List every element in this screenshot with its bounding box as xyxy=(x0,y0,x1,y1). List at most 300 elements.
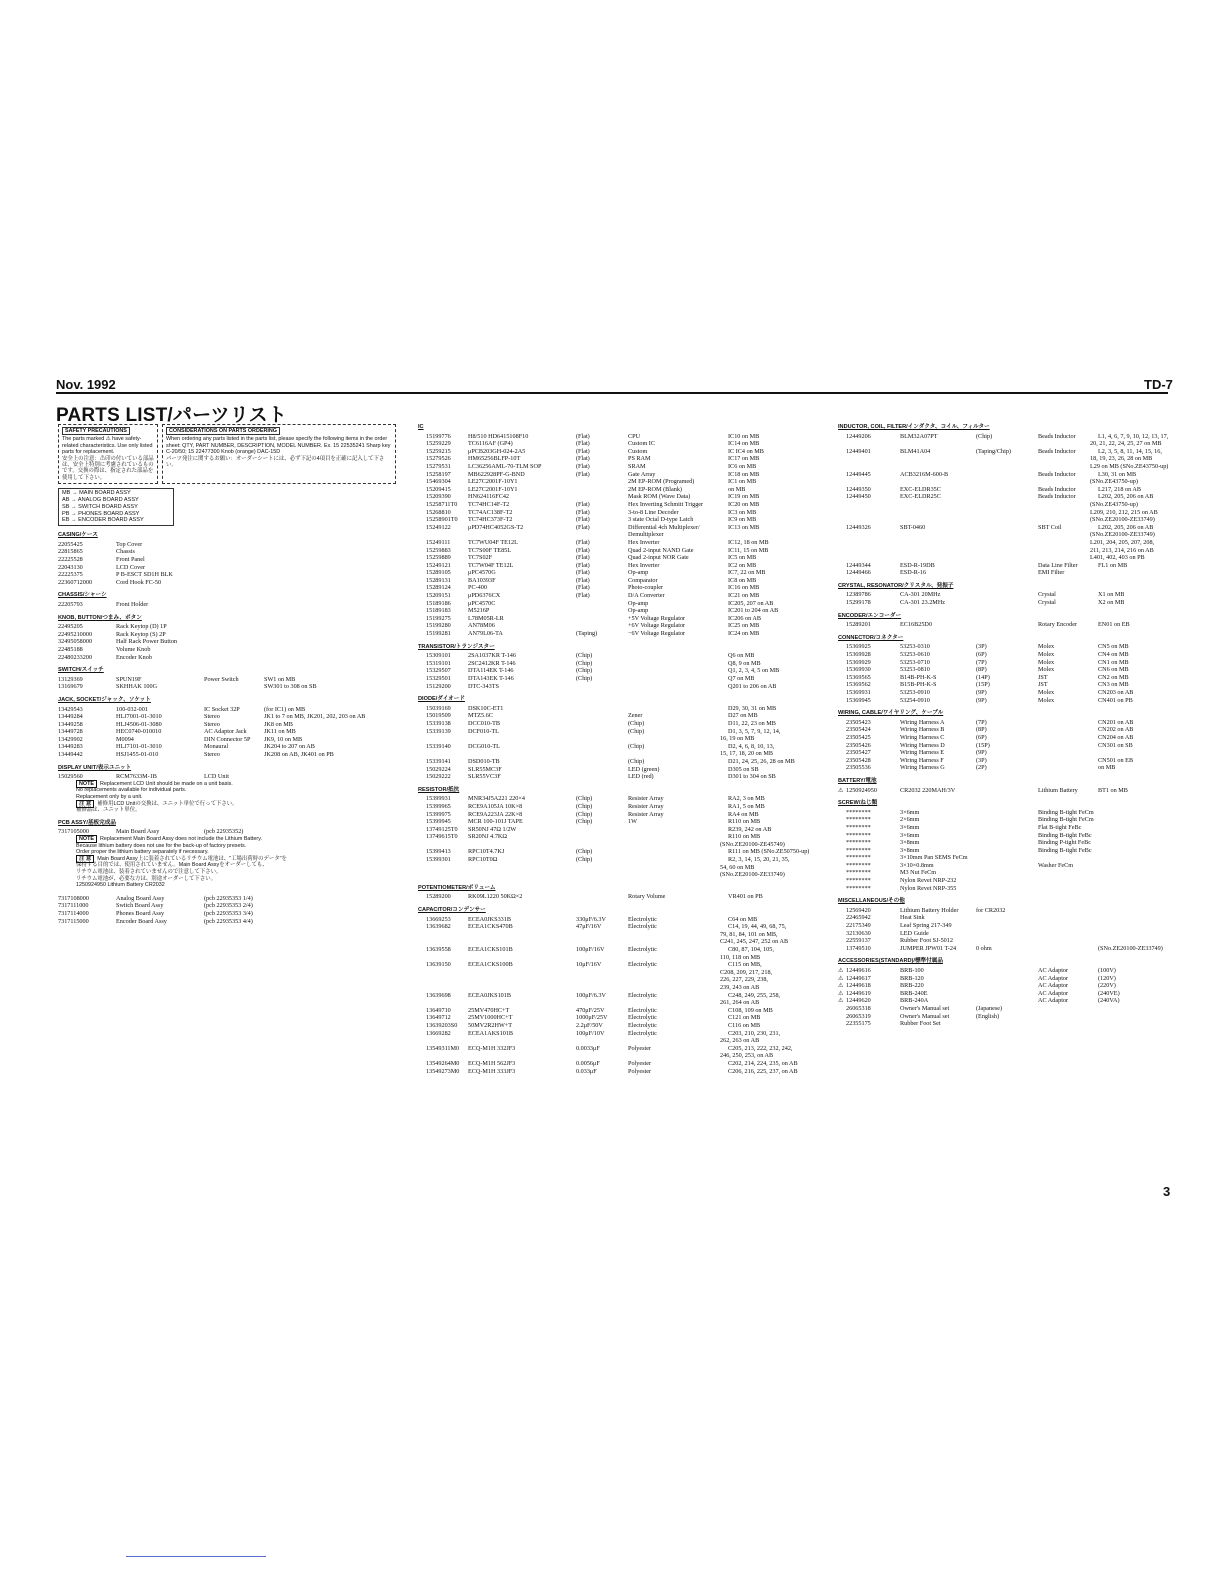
part-location: (SNo.ZE20100-ZE33749) xyxy=(1098,944,1163,952)
part-category: Demultiplexer xyxy=(628,531,664,539)
part-type: 100μF/6.3V xyxy=(576,991,606,999)
part-row xyxy=(58,571,400,579)
part-type xyxy=(976,486,1038,494)
part-number: 12389786 xyxy=(846,591,871,599)
part-category: Binding B-tight FeCm xyxy=(1038,816,1094,824)
part-number: 13549311M0 xyxy=(426,1044,460,1052)
part-type: (Taping) xyxy=(576,630,598,638)
part-location xyxy=(264,623,400,631)
part-location: CN6 on MB xyxy=(1098,666,1129,674)
part-number: 15339138 xyxy=(426,719,451,727)
safety-mark xyxy=(418,946,426,954)
part-location: IC12, 18 on MB xyxy=(728,538,769,546)
part-description: TC7S00F TE85L xyxy=(468,546,512,554)
part-type xyxy=(976,471,1038,479)
part-number: 13549273M0 xyxy=(426,1067,460,1075)
part-description: TC7W04F TE12L xyxy=(468,561,514,569)
part-description: AN78M06 xyxy=(468,622,495,630)
part-location: C121 on MB xyxy=(728,1014,761,1022)
part-row xyxy=(838,471,1172,479)
part-location: C14, 19, 44, 49, 68, 75, xyxy=(728,923,787,931)
part-location: CN2 on MB xyxy=(1098,673,1129,681)
section-title: PCB ASSY/基板完成品 xyxy=(58,819,116,826)
part-category: +6V Voltage Regulator xyxy=(628,622,686,630)
part-number: 15259889 xyxy=(426,554,451,562)
part-row xyxy=(838,674,1172,682)
part-type: (2P) xyxy=(976,764,987,772)
part-number: 13749125T0 xyxy=(426,825,458,833)
part-row xyxy=(838,726,1172,734)
part-category: Comparator xyxy=(628,576,658,584)
part-row xyxy=(418,471,826,479)
part-type: (Chip) xyxy=(576,659,593,667)
safety-mark xyxy=(418,554,426,562)
part-type xyxy=(576,607,628,615)
part-row xyxy=(838,975,1172,983)
part-row xyxy=(58,631,400,639)
part-number: 15129200 xyxy=(426,682,451,690)
part-location: L2, 3, 5, 8, 11, 14, 15, 16, xyxy=(1098,447,1162,455)
safety-mark xyxy=(838,824,846,832)
part-row xyxy=(418,705,826,713)
part-number: 15189186 xyxy=(426,599,451,607)
part-description: RCE9A105JA 10K×8 xyxy=(468,802,523,810)
part-description: 53253-0610 xyxy=(900,651,930,659)
part-category: Op-amp xyxy=(628,607,649,615)
part-type: (Flat) xyxy=(576,447,590,455)
part-type xyxy=(204,579,264,587)
part-description: Leaf Spring 217-349 xyxy=(900,922,952,930)
part-category: 2M EP-ROM (Blank) xyxy=(628,485,682,493)
note-tag-jp: 注 意 xyxy=(76,800,94,808)
part-category: Electrolytic xyxy=(628,923,657,931)
main-board-note xyxy=(58,836,400,889)
part-description: TC6116AF (GP4) xyxy=(468,440,513,448)
header-rule xyxy=(56,392,1168,394)
part-row xyxy=(838,839,1172,847)
part-description: RK09L1220 50KΩ×2 xyxy=(468,893,523,901)
part-number: ******** xyxy=(846,816,871,824)
part-note: (pcb 22935353 4/4) xyxy=(204,917,253,925)
part-number: 15339140 xyxy=(426,742,451,750)
part-number: 13449284 xyxy=(58,713,83,721)
part-location: IC18 on MB xyxy=(728,470,760,478)
part-category: Polyester xyxy=(628,1067,652,1075)
part-row xyxy=(418,1030,826,1038)
safety-mark xyxy=(418,1030,426,1038)
note-line: Replacement only by a unit. xyxy=(76,794,143,801)
safety-mark xyxy=(418,440,426,448)
part-description: μPD74HC4052GS-T2 xyxy=(468,523,524,531)
section-title: DISPLAY UNIT/表示ユニット xyxy=(58,764,132,771)
safety-mark xyxy=(418,826,426,834)
part-row xyxy=(418,554,826,562)
part-description: DCF010-TL xyxy=(468,727,499,735)
part-row xyxy=(418,547,826,555)
safety-mark xyxy=(838,937,846,945)
part-type: 100μF/16V xyxy=(576,946,605,953)
part-type xyxy=(976,885,1038,893)
part-number: ******** xyxy=(846,808,871,816)
part-row xyxy=(838,809,1172,817)
part-category xyxy=(1038,1013,1098,1021)
part-location: CN1 on MB xyxy=(1098,658,1129,666)
safety-mark xyxy=(838,651,846,659)
part-location: IC11, 15 on MB xyxy=(728,546,769,554)
part-description: 2×6mm xyxy=(900,816,920,824)
part-type: (Chip) xyxy=(576,856,593,864)
part-location: (for IC1) on MB xyxy=(264,705,306,713)
footer-link-rule xyxy=(126,1556,266,1557)
part-number: 15249122 xyxy=(426,523,451,531)
part-description: 3×10mm Pan SEMS FeCm xyxy=(900,854,968,862)
part-description: TC7WU04F TE12L xyxy=(468,538,518,546)
part-type xyxy=(976,877,1038,885)
part-category xyxy=(628,833,728,841)
part-number: 12449206 xyxy=(846,432,871,440)
part-type: (Chip) xyxy=(576,818,593,826)
part-description: DSD010-TB xyxy=(468,757,500,765)
part-location-continued: L401, 402, 403 on PB xyxy=(1090,554,1145,562)
part-category xyxy=(628,667,728,675)
part-type xyxy=(204,683,264,691)
safety-mark xyxy=(838,643,846,651)
part-type xyxy=(976,591,1038,599)
part-number: 22043130 xyxy=(58,563,83,571)
part-category: Electrolytic xyxy=(628,915,657,923)
safety-mark: ⚠ xyxy=(838,982,844,990)
part-type xyxy=(576,615,628,623)
part-row xyxy=(58,706,400,714)
part-row xyxy=(838,681,1172,689)
part-type: 10μF/16V xyxy=(576,961,602,969)
part-location xyxy=(264,556,400,564)
part-type: (Flat) xyxy=(576,432,590,440)
safety-mark xyxy=(418,833,426,841)
part-type xyxy=(576,766,628,774)
part-type xyxy=(576,712,628,720)
part-number: 15258901T0 xyxy=(426,516,458,524)
part-location: IC IC4 on MB xyxy=(728,447,764,455)
part-category: Beads Inductor xyxy=(1038,493,1076,501)
part-row xyxy=(838,651,1172,659)
part-location: C205, 213, 222, 232, 242, xyxy=(728,1044,793,1052)
part-location: IC10 on MB xyxy=(728,432,760,440)
safety-mark xyxy=(418,471,426,479)
part-location-continued: (SNo.ZE20100-ZE45749) xyxy=(720,840,785,848)
part-location xyxy=(264,564,400,572)
part-row xyxy=(838,937,1172,945)
safety-mark xyxy=(838,809,846,817)
part-location: IC24 on MB xyxy=(728,630,760,638)
part-location: R239, 242 on AB xyxy=(728,825,772,833)
part-number: 15249121 xyxy=(426,561,451,569)
section-title: SWITCH/スイッチ xyxy=(58,667,104,674)
part-number: 23505426 xyxy=(846,741,871,749)
part-location-continued: (SNo.ZE20100-ZE33749) xyxy=(1090,531,1155,539)
part-number: 22055425 xyxy=(58,540,83,548)
safety-mark xyxy=(838,907,846,915)
part-description: ECQ-M1H 562JF3 xyxy=(468,1059,516,1067)
part-category xyxy=(1038,726,1098,734)
note-tag: NOTE xyxy=(76,780,97,788)
part-row xyxy=(838,621,1172,629)
section-title: INDUCTOR, COIL, FILTER/インダクタ、コイル、フィルター xyxy=(838,424,990,430)
part-location: SW1 on MB xyxy=(264,675,296,683)
part-row xyxy=(418,607,826,615)
part-category: Beads Inductor xyxy=(1038,470,1076,478)
part-row xyxy=(418,675,826,683)
part-description: Owner's Manual set xyxy=(900,1004,950,1012)
part-description: SR20NJ 4.7KΩ xyxy=(468,833,507,841)
part-location-continued: 226, 227, 229, 238, xyxy=(720,976,768,984)
part-type: (7P) xyxy=(976,658,987,666)
part-type xyxy=(976,922,1038,930)
note-battery: 1250924950 Lithium Battery CR2032 xyxy=(76,882,165,889)
section-title: CRYSTAL, RESONATOR/クリスタル、発振子 xyxy=(838,582,954,589)
safety-mark xyxy=(418,1014,426,1022)
part-location-continued: C241, 245, 247, 252 on AB xyxy=(720,938,789,946)
part-number: 15289201 xyxy=(846,621,871,629)
safety-mark xyxy=(838,847,846,855)
part-type: (Chip) xyxy=(576,848,593,856)
legend-line: AB → ANALOG BOARD ASSY xyxy=(62,497,139,504)
part-type: Stereo xyxy=(204,713,220,721)
part-number: 15289131 xyxy=(426,576,451,584)
part-type: 0.0033μF xyxy=(576,1044,600,1052)
part-category: 1W xyxy=(628,818,637,826)
part-category: Binding P-tight FeBc xyxy=(1038,839,1091,847)
part-description: μPC4570G xyxy=(468,569,496,577)
part-row xyxy=(838,907,1172,915)
part-number: 23505423 xyxy=(846,718,871,726)
part-row xyxy=(418,478,826,486)
part-location: D11, 22, 23 on MB xyxy=(728,719,776,727)
section-title: ACCESSORIES(STANDARD)/標準付属品 xyxy=(838,958,943,965)
safety-mark xyxy=(418,486,426,494)
part-category: EMI Filter xyxy=(1038,569,1065,577)
part-description: BLM32A07PT xyxy=(900,432,938,440)
part-type: DIN Connector 5P xyxy=(204,735,251,743)
part-row xyxy=(418,493,826,501)
part-location-continued: (SNo.ZE20100-ZE33749) xyxy=(1090,516,1155,524)
part-description: Rubber Foot Set xyxy=(900,1020,941,1028)
part-row xyxy=(838,448,1172,456)
part-location: JK11 on MB xyxy=(264,728,296,736)
part-number: ******** xyxy=(846,869,871,877)
note-tag-jp: 注 意 xyxy=(76,855,94,863)
part-row xyxy=(418,712,826,720)
part-row xyxy=(418,531,826,539)
part-location: CN301 on SB xyxy=(1098,741,1133,749)
part-number: 15279531 xyxy=(426,462,451,470)
safety-mark xyxy=(838,524,846,532)
part-row xyxy=(418,893,826,901)
part-number: 15399301 xyxy=(426,856,451,864)
part-description: Owner's Manual set xyxy=(900,1012,950,1020)
part-row xyxy=(418,524,826,532)
part-type: Monaural xyxy=(204,743,229,751)
part-number: 13639150 xyxy=(426,961,451,969)
part-category: Photo-coupler xyxy=(628,584,664,592)
part-row xyxy=(418,803,826,811)
part-number: 15299178 xyxy=(846,599,871,607)
part-type xyxy=(976,990,1038,998)
part-type: (Flat) xyxy=(576,455,590,463)
safety-mark xyxy=(838,749,846,757)
display-unit-note xyxy=(58,781,400,814)
part-row xyxy=(418,455,826,463)
part-description: Rack Keytop (D) 1P xyxy=(116,623,167,631)
part-location: C248, 249, 255, 258, xyxy=(728,991,781,999)
part-number: 7317115000 xyxy=(58,917,89,925)
part-description: 50MV2R2HW+T xyxy=(468,1021,513,1029)
part-description: LC36256AML-70-TLM SOP xyxy=(468,462,542,470)
safety-mark xyxy=(418,660,426,668)
part-row xyxy=(58,918,400,926)
part-type: LCD Unit xyxy=(204,773,229,781)
note-line-jp: 補修用LCD Unitの交換は、ユニット単位で行って下さい。 xyxy=(97,800,238,807)
part-row xyxy=(418,923,826,931)
safety-mark xyxy=(838,1013,846,1021)
part-row xyxy=(838,824,1172,832)
part-description: TC74HC14F-T2 xyxy=(468,500,510,508)
part-location: CN3 on MB xyxy=(1098,681,1129,689)
part-type: (Taping/Chip) xyxy=(976,447,1011,455)
safety-mark: ⚠ xyxy=(838,989,844,997)
part-number: 15199776 xyxy=(426,432,451,440)
part-category xyxy=(1038,1005,1098,1013)
part-number: 22485188 xyxy=(58,645,83,653)
part-category xyxy=(1038,869,1098,877)
part-row xyxy=(58,910,400,918)
part-number: 12449619 xyxy=(846,989,871,997)
part-category: Molex xyxy=(1038,689,1055,696)
part-location-continued: 54, 60 on MB xyxy=(720,863,755,871)
part-category xyxy=(1038,930,1098,938)
part-row xyxy=(58,564,400,572)
part-type xyxy=(976,599,1038,607)
safety-mark xyxy=(418,448,426,456)
part-number: 22355175 xyxy=(846,1020,871,1028)
part-number: 13129369 xyxy=(58,675,83,683)
part-number: 22495205 xyxy=(58,623,83,631)
part-number: 1250924950 xyxy=(846,786,877,794)
safety-mark xyxy=(418,743,426,751)
pcb-rows xyxy=(58,895,400,925)
part-description: DSK10C-ET1 xyxy=(468,704,504,712)
part-location: R2, 3, 14, 15, 20, 21, 35, xyxy=(728,856,790,864)
safety-mark xyxy=(418,547,426,555)
section-title: CASING/ケース xyxy=(58,532,98,539)
part-location: (240VA) xyxy=(1098,997,1120,1005)
part-category: SRAM xyxy=(628,462,646,470)
part-category: Data Line Filter xyxy=(1038,561,1078,569)
part-type: (9P) xyxy=(976,689,987,696)
part-location: X2 on MB xyxy=(1098,599,1125,607)
part-location: IC1 on MB xyxy=(728,478,757,486)
safety-mark: ⚠ xyxy=(838,997,844,1005)
note-line: Because lithium battery does not use for the back-up of factory presets. xyxy=(76,842,247,849)
part-type xyxy=(204,631,264,639)
safety-mark xyxy=(838,885,846,893)
part-description: Wiring Harness D xyxy=(900,741,945,749)
notice-boxes xyxy=(58,424,400,484)
part-type xyxy=(204,541,264,549)
part-location: BT1 on MB xyxy=(1098,786,1128,794)
part-description: H8/510 HD6415108F10 xyxy=(468,432,529,440)
part-type: (Flat) xyxy=(576,538,590,546)
part-location: IC19 on MB xyxy=(728,493,760,501)
part-location xyxy=(264,631,400,639)
column-right xyxy=(838,424,1172,1028)
safety-mark xyxy=(418,615,426,623)
part-row xyxy=(838,997,1172,1005)
part-category: Molex xyxy=(1038,666,1055,674)
part-category: CPU xyxy=(628,432,641,440)
part-category: Beads Inductor xyxy=(1038,485,1076,493)
part-number: 15339141 xyxy=(426,757,451,765)
part-type xyxy=(576,893,628,901)
part-number: 15209415 xyxy=(426,485,451,493)
safety-mark xyxy=(418,795,426,803)
safety-mark xyxy=(838,742,846,750)
part-number: 15029224 xyxy=(426,765,451,773)
part-number: 15199275 xyxy=(426,614,451,622)
part-number: 12449616 xyxy=(846,967,871,974)
part-description: CA-301 20MHz xyxy=(900,591,941,599)
part-category: Lithium Battery xyxy=(1038,786,1078,794)
safety-mark xyxy=(418,455,426,463)
part-number: 15258197 xyxy=(426,470,451,478)
part-description: P B-ESCT SD1H BLK xyxy=(116,571,173,579)
part-number: 23505427 xyxy=(846,749,871,757)
part-type xyxy=(976,997,1038,1005)
part-description: HN624116FC42 xyxy=(468,493,510,501)
part-row xyxy=(838,922,1172,930)
part-row xyxy=(838,433,1172,441)
section-title: POTENTIOMETER/ボリューム xyxy=(418,884,496,891)
legend-line: SB → SWITCH BOARD ASSY xyxy=(62,503,138,510)
part-description xyxy=(468,531,576,539)
part-row xyxy=(58,601,400,609)
part-number: 12449344 xyxy=(846,561,871,569)
part-number: 15369945 xyxy=(846,696,871,704)
safety-mark xyxy=(418,493,426,501)
part-type xyxy=(976,854,1038,862)
section-title: MISCELLANEOUS/その他 xyxy=(838,898,905,905)
part-number: 26065318 xyxy=(846,1004,871,1012)
part-location-continued: (SNo.ZE20100-ZE33749) xyxy=(720,871,785,879)
safety-mark xyxy=(418,712,426,720)
safety-mark xyxy=(418,569,426,577)
part-row xyxy=(58,646,400,654)
part-number: 15199280 xyxy=(426,622,451,630)
part-type: for CR2032 xyxy=(976,906,1006,914)
part-type xyxy=(576,600,628,608)
part-location: CN401 on PB xyxy=(1098,696,1133,704)
part-type xyxy=(976,869,1038,877)
part-number: 13169679 xyxy=(58,683,83,691)
safety-mark xyxy=(838,1020,846,1028)
part-row xyxy=(58,548,400,556)
part-category: LED (green) xyxy=(628,765,660,773)
part-type: (8P) xyxy=(976,666,987,674)
page-title: PARTS LIST/パーツリスト xyxy=(56,405,287,426)
part-row xyxy=(58,736,400,744)
part-location: JK204 to 207 on AB xyxy=(264,743,315,751)
part-description: 3×6mm xyxy=(900,823,920,831)
